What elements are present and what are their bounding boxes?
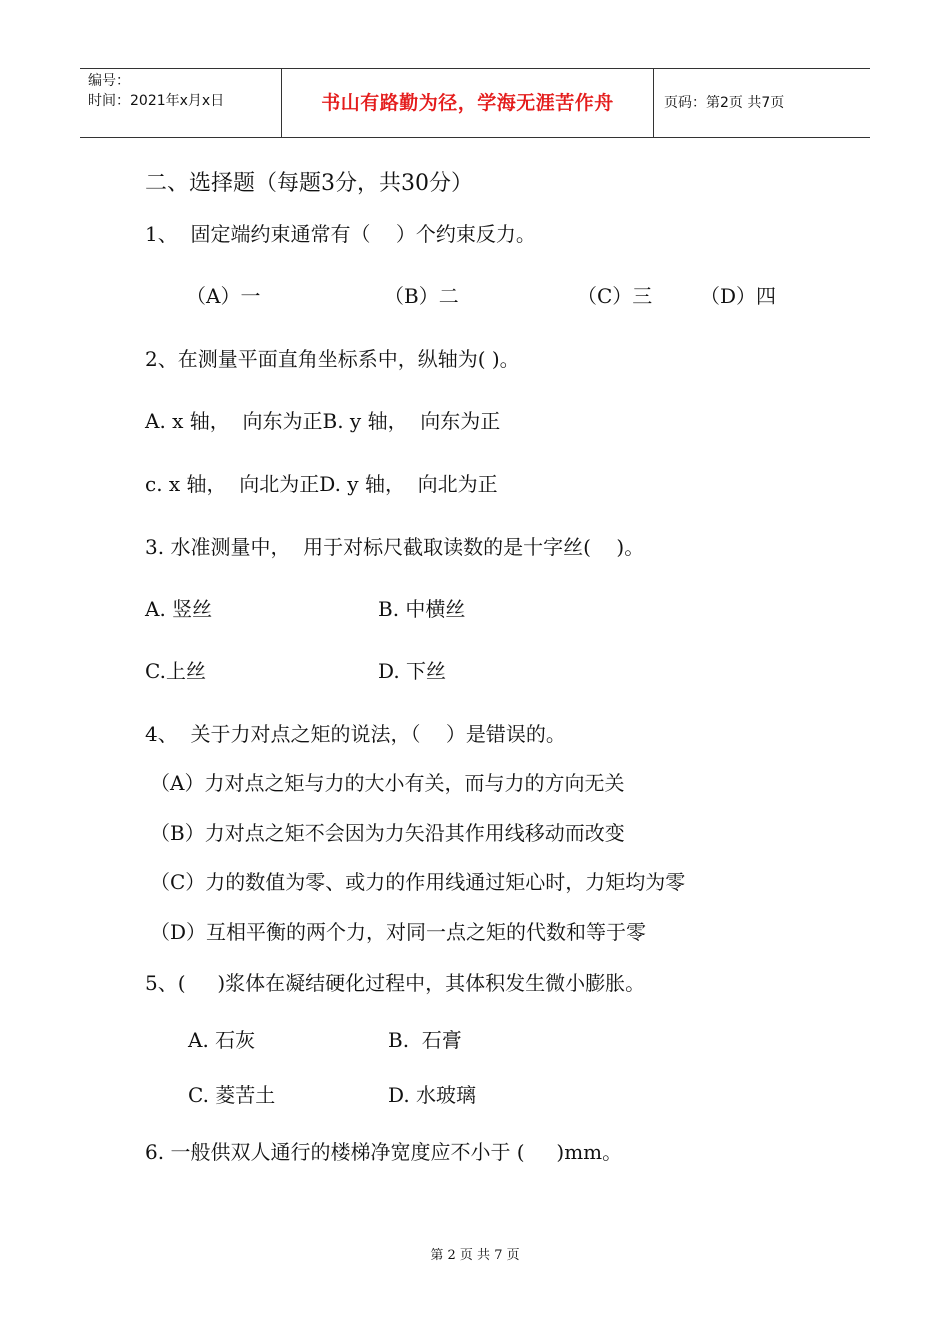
question-4-option-c: （C）力的数值为零、或力的作用线通过矩心时，力矩均为零 <box>150 870 686 894</box>
date-line: 时间：2021年x月x日 <box>88 93 225 109</box>
document-header <box>80 68 870 138</box>
question-1-option-d: （D）四 <box>700 284 777 308</box>
question-5-option-d: D. 水玻璃 <box>388 1083 477 1107</box>
header-meta <box>80 69 282 137</box>
question-5-option-b: B. 石膏 <box>388 1028 462 1052</box>
question-1-option-a: （A）一 <box>186 284 261 308</box>
question-3-option-c: C.上丝 <box>145 659 206 683</box>
question-3-option-a: A. 竖丝 <box>145 597 213 621</box>
question-3-option-b: B. 中横丝 <box>378 597 466 621</box>
page-footer: 第 2 页 共 7 页 <box>430 1248 520 1263</box>
question-5-stem: 5、( )浆体在凝结硬化过程中，其体积发生微小膨胀。 <box>145 971 646 995</box>
question-4-option-b: （B）力对点之矩不会因为力矢沿其作用线移动而改变 <box>150 821 625 845</box>
serial-number-label: 编号： <box>88 73 130 89</box>
question-3-stem: 3. 水准测量中， 用于对标尺截取读数的是十字丝( )。 <box>145 535 645 559</box>
section-title: 二、选择题（每题3分，共30分） <box>145 171 473 196</box>
question-2-stem: 2、在测量平面直角坐标系中，纵轴为( )。 <box>145 347 520 371</box>
question-2-options-cd: c. x 轴， 向北为正D. y 轴， 向北为正 <box>145 472 498 496</box>
header-motto: 书山有路勤为径，学海无涯苦作舟 <box>282 69 654 137</box>
question-3-option-d: D. 下丝 <box>378 659 447 683</box>
question-1-option-b: （B）二 <box>384 284 459 308</box>
question-4-option-a: （A）力对点之矩与力的大小有关，而与力的方向无关 <box>150 771 625 795</box>
question-1-option-c: （C）三 <box>577 284 653 308</box>
question-5-option-a: A. 石灰 <box>188 1028 256 1052</box>
question-5-option-c: C. 菱苦土 <box>188 1083 276 1107</box>
question-1-stem: 1、 固定端约束通常有（ ）个约束反力。 <box>145 222 536 246</box>
header-page-info: 页码：第2页 共7页 <box>664 95 785 111</box>
question-6-stem: 6. 一般供双人通行的楼梯净宽度应不小于 ( )mm。 <box>145 1140 623 1164</box>
question-4-option-d: （D）互相平衡的两个力，对同一点之矩的代数和等于零 <box>150 920 647 944</box>
question-4-stem: 4、 关于力对点之矩的说法，（ ）是错误的。 <box>145 722 566 746</box>
question-2-options-ab: A. x 轴， 向东为正B. y 轴， 向东为正 <box>145 409 501 433</box>
